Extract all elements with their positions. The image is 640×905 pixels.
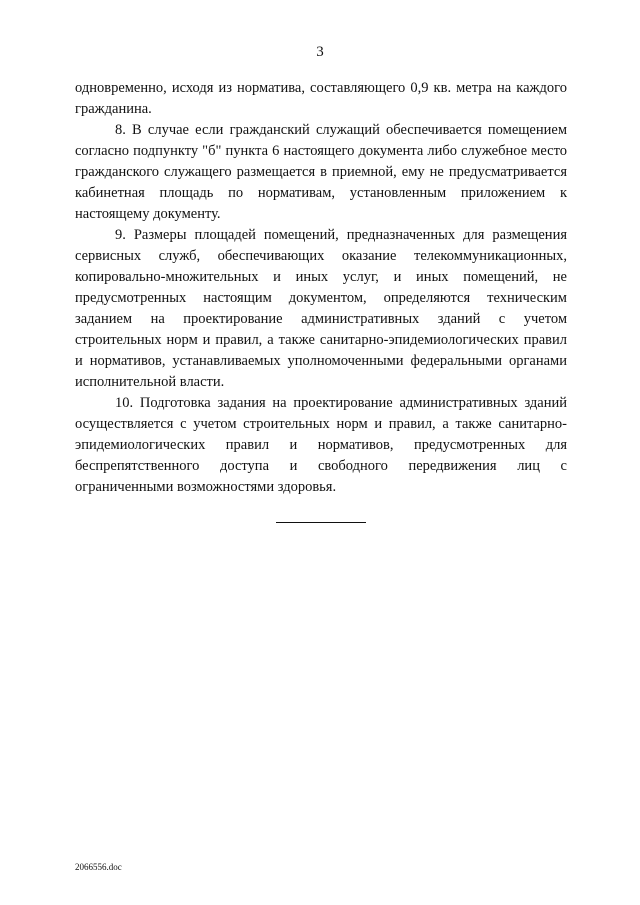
paragraph-9: 9. Размеры площадей помещений, предназначенных для размещения сервисных служб, обеспечивающих оказание телекоммуникационных, копировально-множительных и иных услуг, и иных помещений, не предусмотренных настоящим документом, определяются техническим заданием на проектирование административных зданий с учетом строительных норм и правил, а также санитарно-эпидемиологических правил и нормативов, устанавливаемых уполномоченными федеральными органами исполнительной власти. xyxy=(75,227,567,390)
paragraph-continuation: одновременно, исходя из норматива, составляющего 0,9 кв. метра на каждого гражданина. xyxy=(75,80,567,117)
end-separator-line xyxy=(276,522,366,523)
footer-filename: 2066556.doc xyxy=(75,862,122,872)
paragraph-10: 10. Подготовка задания на проектирование административных зданий осуществляется с учетом строительных норм и правил, а также санитарно-эпидемиологических правил и нормативов, предусмотренных для беспрепятственного доступа и свободного передвижения лиц с ограниченными возможностями здоровья. xyxy=(75,395,567,495)
document-body xyxy=(75,78,567,498)
page-number: 3 xyxy=(316,44,324,60)
paragraph-8: 8. В случае если гражданский служащий обеспечивается помещением согласно подпункту "б" пункта 6 настоящего документа либо служебное место гражданского служащего размещается в приемной, ему не предусматривается кабинетная площадь по нормативам, установленным приложением к настоящему документу. xyxy=(75,122,567,222)
